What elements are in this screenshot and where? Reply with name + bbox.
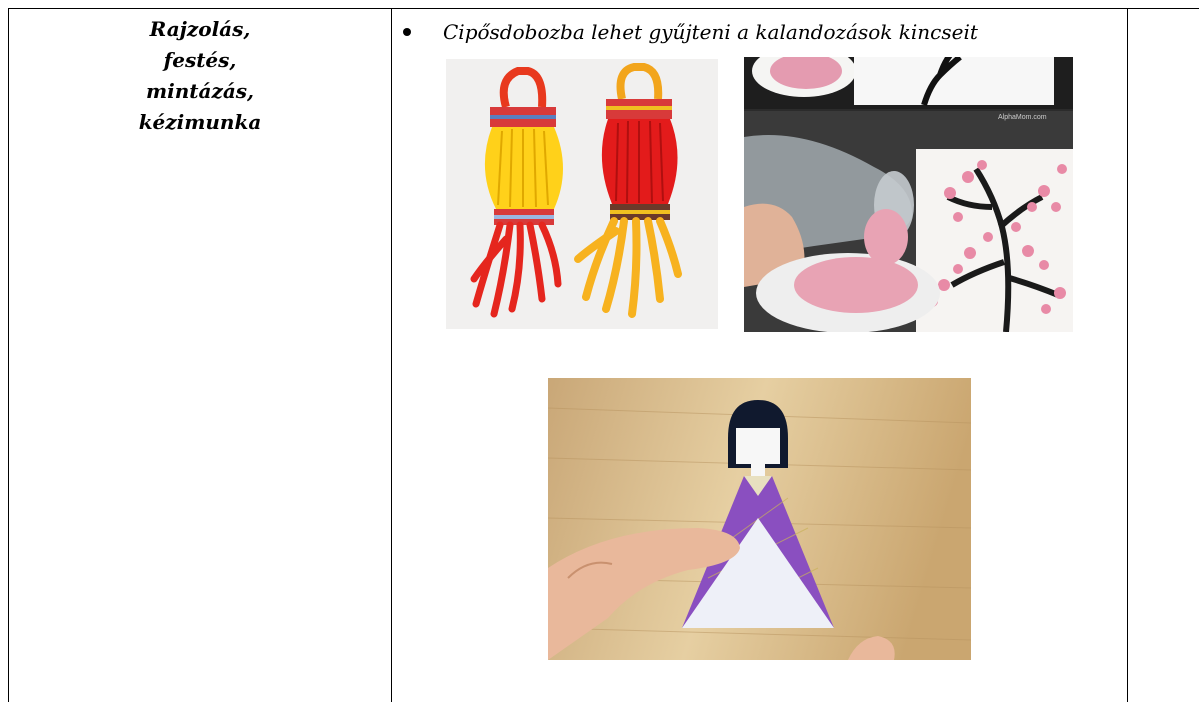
paper-lanterns-image: [446, 59, 718, 329]
watermark-text: AlphaMom.com: [998, 114, 1047, 121]
bullet-text: Cipősdobozba lehet gyűjteni a kalandozások kincseit: [443, 20, 978, 44]
table-top-border: [8, 8, 1199, 9]
bullet-item: [403, 20, 978, 44]
table-column-divider-right: [1127, 8, 1128, 702]
bullet-dot-icon: [403, 28, 411, 36]
label-line: Rajzolás,: [149, 17, 251, 41]
table-column-divider: [391, 8, 392, 702]
label-line: mintázás,: [145, 79, 255, 103]
activity-category-label: [100, 14, 300, 138]
cherry-blossom-print-image: [744, 57, 1073, 332]
label-line: festés,: [163, 48, 237, 72]
table-left-border: [8, 8, 9, 702]
origami-doll-image: [548, 378, 971, 660]
label-line: kézimunka: [138, 110, 262, 134]
